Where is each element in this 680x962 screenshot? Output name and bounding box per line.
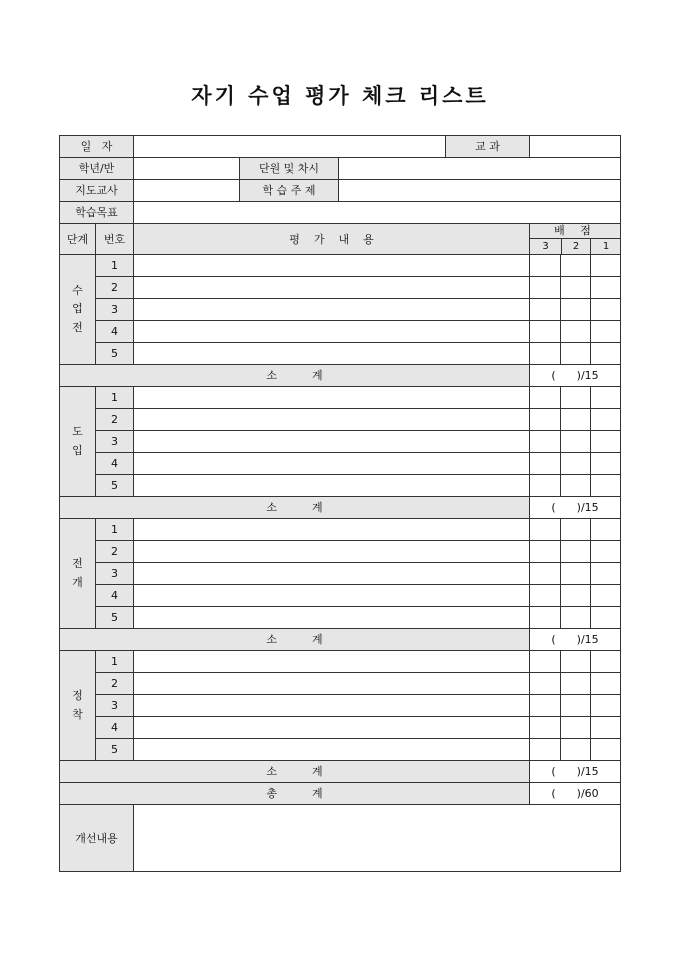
score-cell-3[interactable] — [530, 475, 561, 497]
table-row — [60, 343, 621, 365]
subtotal-score-field[interactable]: ( )/15 — [530, 629, 621, 651]
score-cell-3[interactable] — [530, 651, 561, 673]
score-cell-1[interactable] — [591, 673, 621, 695]
item-number: 3 — [96, 299, 134, 321]
item-number: 1 — [96, 255, 134, 277]
stage-char: 개 — [72, 575, 83, 589]
table-row — [60, 277, 621, 299]
item-content-field[interactable] — [134, 431, 530, 453]
score-cell-2[interactable] — [561, 387, 591, 409]
grade-class-field[interactable] — [134, 158, 240, 180]
teacher-label: 지도교사 — [60, 180, 134, 202]
score-cell-2[interactable] — [561, 255, 591, 277]
score-cell-2[interactable] — [561, 321, 591, 343]
item-content-field[interactable] — [134, 739, 530, 761]
score-cell-1[interactable] — [591, 739, 621, 761]
table-row — [60, 585, 621, 607]
score-cell-1[interactable] — [591, 255, 621, 277]
subtotal-label: 소 계 — [60, 497, 530, 519]
score-cell-3[interactable] — [530, 299, 561, 321]
table-row — [60, 255, 621, 277]
score-cell-2[interactable] — [561, 695, 591, 717]
score-cell-3[interactable] — [530, 255, 561, 277]
teacher-field[interactable] — [134, 180, 240, 202]
item-number: 3 — [96, 695, 134, 717]
score-cell-3[interactable] — [530, 409, 561, 431]
item-content-field[interactable] — [134, 607, 530, 629]
subtotal-row — [60, 761, 621, 783]
table-row — [60, 673, 621, 695]
item-number: 5 — [96, 475, 134, 497]
item-content-field[interactable] — [134, 453, 530, 475]
item-content-field[interactable] — [134, 519, 530, 541]
item-number: 4 — [96, 717, 134, 739]
points-title: 배 점 — [530, 224, 621, 239]
table-row — [60, 519, 621, 541]
table-row — [60, 607, 621, 629]
score-cell-2[interactable] — [561, 739, 591, 761]
table-row — [60, 299, 621, 321]
score-cell-3[interactable] — [530, 585, 561, 607]
points-col-2: 2 — [561, 239, 591, 254]
score-cell-2[interactable] — [561, 431, 591, 453]
unit-label: 단원 및 차시 — [240, 158, 339, 180]
subtotal-row — [60, 629, 621, 651]
stage-char: 정 — [72, 689, 83, 703]
score-cell-3[interactable] — [530, 541, 561, 563]
item-number: 3 — [96, 431, 134, 453]
subtotal-score-field[interactable]: ( )/15 — [530, 761, 621, 783]
score-cell-2[interactable] — [561, 299, 591, 321]
item-number: 2 — [96, 541, 134, 563]
total-row — [60, 783, 621, 805]
score-cell-1[interactable] — [591, 651, 621, 673]
table-row — [60, 387, 621, 409]
stage-char: 업 — [72, 302, 83, 316]
score-cell-2[interactable] — [561, 453, 591, 475]
item-number: 4 — [96, 453, 134, 475]
item-number: 1 — [96, 651, 134, 673]
score-cell-1[interactable] — [591, 387, 621, 409]
score-cell-1[interactable] — [591, 409, 621, 431]
page-title: 자기 수업 평가 체크 리스트 — [191, 83, 489, 108]
stage-cell — [60, 255, 96, 365]
objective-field[interactable] — [134, 202, 621, 224]
stage-cell — [60, 651, 96, 761]
score-cell-1[interactable] — [591, 343, 621, 365]
item-content-field[interactable] — [134, 563, 530, 585]
item-number: 3 — [96, 563, 134, 585]
item-number: 2 — [96, 673, 134, 695]
date-label: 일 자 — [60, 136, 134, 158]
item-content-field[interactable] — [134, 651, 530, 673]
stage-char: 입 — [72, 443, 83, 457]
item-number: 2 — [96, 277, 134, 299]
subtotal-label: 소 계 — [60, 365, 530, 387]
item-content-field[interactable] — [134, 343, 530, 365]
score-cell-3[interactable] — [530, 563, 561, 585]
stage-char: 수 — [72, 284, 83, 298]
score-cell-1[interactable] — [591, 695, 621, 717]
item-content-field[interactable] — [134, 585, 530, 607]
score-cell-3[interactable] — [530, 673, 561, 695]
table-row — [60, 739, 621, 761]
item-content-field[interactable] — [134, 673, 530, 695]
total-label: 총 계 — [60, 783, 530, 805]
score-cell-1[interactable] — [591, 431, 621, 453]
score-cell-1[interactable] — [591, 717, 621, 739]
score-cell-1[interactable] — [591, 475, 621, 497]
item-content-field[interactable] — [134, 695, 530, 717]
table-row — [60, 651, 621, 673]
item-content-field[interactable] — [134, 255, 530, 277]
item-number: 1 — [96, 519, 134, 541]
score-cell-1[interactable] — [591, 277, 621, 299]
item-number: 4 — [96, 585, 134, 607]
subtotal-score-field[interactable]: ( )/15 — [530, 497, 621, 519]
score-cell-3[interactable] — [530, 321, 561, 343]
table-row — [60, 695, 621, 717]
topic-label: 학 습 주 제 — [240, 180, 339, 202]
stage-header: 단계 — [60, 224, 96, 255]
score-cell-3[interactable] — [530, 387, 561, 409]
score-cell-1[interactable] — [591, 563, 621, 585]
score-cell-3[interactable] — [530, 519, 561, 541]
checklist-table — [59, 135, 621, 872]
table-row — [60, 541, 621, 563]
topic-field[interactable] — [339, 180, 621, 202]
item-number: 4 — [96, 321, 134, 343]
table-row — [60, 453, 621, 475]
score-cell-2[interactable] — [561, 673, 591, 695]
table-row — [60, 431, 621, 453]
stage-char: 도 — [72, 425, 83, 439]
score-cell-1[interactable] — [591, 607, 621, 629]
table-row — [60, 475, 621, 497]
score-cell-3[interactable] — [530, 453, 561, 475]
score-cell-2[interactable] — [561, 519, 591, 541]
stage-char: 착 — [72, 707, 83, 721]
score-cell-2[interactable] — [561, 585, 591, 607]
score-cell-2[interactable] — [561, 409, 591, 431]
number-header: 번호 — [96, 224, 134, 255]
table-row — [60, 717, 621, 739]
score-cell-3[interactable] — [530, 607, 561, 629]
score-cell-1[interactable] — [591, 321, 621, 343]
score-cell-1[interactable] — [591, 585, 621, 607]
item-number: 5 — [96, 739, 134, 761]
score-cell-2[interactable] — [561, 651, 591, 673]
stage-cell — [60, 519, 96, 629]
score-cell-2[interactable] — [561, 277, 591, 299]
score-cell-3[interactable] — [530, 695, 561, 717]
score-cell-1[interactable] — [591, 299, 621, 321]
item-content-field[interactable] — [134, 475, 530, 497]
item-number: 1 — [96, 387, 134, 409]
score-cell-2[interactable] — [561, 541, 591, 563]
stage-cell — [60, 387, 96, 497]
item-content-field[interactable] — [134, 541, 530, 563]
item-number: 2 — [96, 409, 134, 431]
improvement-field[interactable] — [134, 805, 621, 872]
score-cell-2[interactable] — [561, 717, 591, 739]
grade-class-label: 학년/반 — [60, 158, 134, 180]
score-cell-1[interactable] — [591, 519, 621, 541]
item-content-field[interactable] — [134, 299, 530, 321]
item-content-field[interactable] — [134, 321, 530, 343]
item-content-field[interactable] — [134, 277, 530, 299]
subject-field[interactable] — [530, 136, 621, 158]
item-content-field[interactable] — [134, 409, 530, 431]
score-cell-3[interactable] — [530, 717, 561, 739]
item-content-field[interactable] — [134, 717, 530, 739]
table-row — [60, 409, 621, 431]
score-cell-2[interactable] — [561, 563, 591, 585]
score-cell-1[interactable] — [591, 453, 621, 475]
item-number: 5 — [96, 607, 134, 629]
content-header: 평 가 내 용 — [134, 224, 530, 255]
subtotal-row — [60, 497, 621, 519]
objective-label: 학습목표 — [60, 202, 134, 224]
points-col-1: 1 — [602, 241, 610, 252]
score-cell-2[interactable] — [561, 343, 591, 365]
points-header — [530, 224, 621, 255]
score-cell-1[interactable] — [591, 541, 621, 563]
item-number: 5 — [96, 343, 134, 365]
score-cell-2[interactable] — [561, 607, 591, 629]
stage-char: 전 — [72, 320, 83, 334]
improvement-row — [60, 805, 621, 872]
stage-char: 전 — [72, 557, 83, 571]
subtotal-score-field[interactable]: ( )/15 — [530, 365, 621, 387]
total-score-field[interactable]: ( )/60 — [530, 783, 621, 805]
score-cell-3[interactable] — [530, 431, 561, 453]
item-content-field[interactable] — [134, 387, 530, 409]
score-cell-3[interactable] — [530, 343, 561, 365]
subtotal-label: 소 계 — [60, 761, 530, 783]
subtotal-row — [60, 365, 621, 387]
score-cell-3[interactable] — [530, 277, 561, 299]
table-row — [60, 563, 621, 585]
points-col-3: 3 — [542, 241, 549, 252]
table-row — [60, 321, 621, 343]
subtotal-label: 소 계 — [60, 629, 530, 651]
score-cell-3[interactable] — [530, 739, 561, 761]
date-field[interactable] — [134, 136, 446, 158]
unit-field[interactable] — [339, 158, 621, 180]
subject-label: 교 과 — [446, 136, 530, 158]
score-cell-2[interactable] — [561, 475, 591, 497]
improvement-label: 개선내용 — [60, 805, 134, 872]
